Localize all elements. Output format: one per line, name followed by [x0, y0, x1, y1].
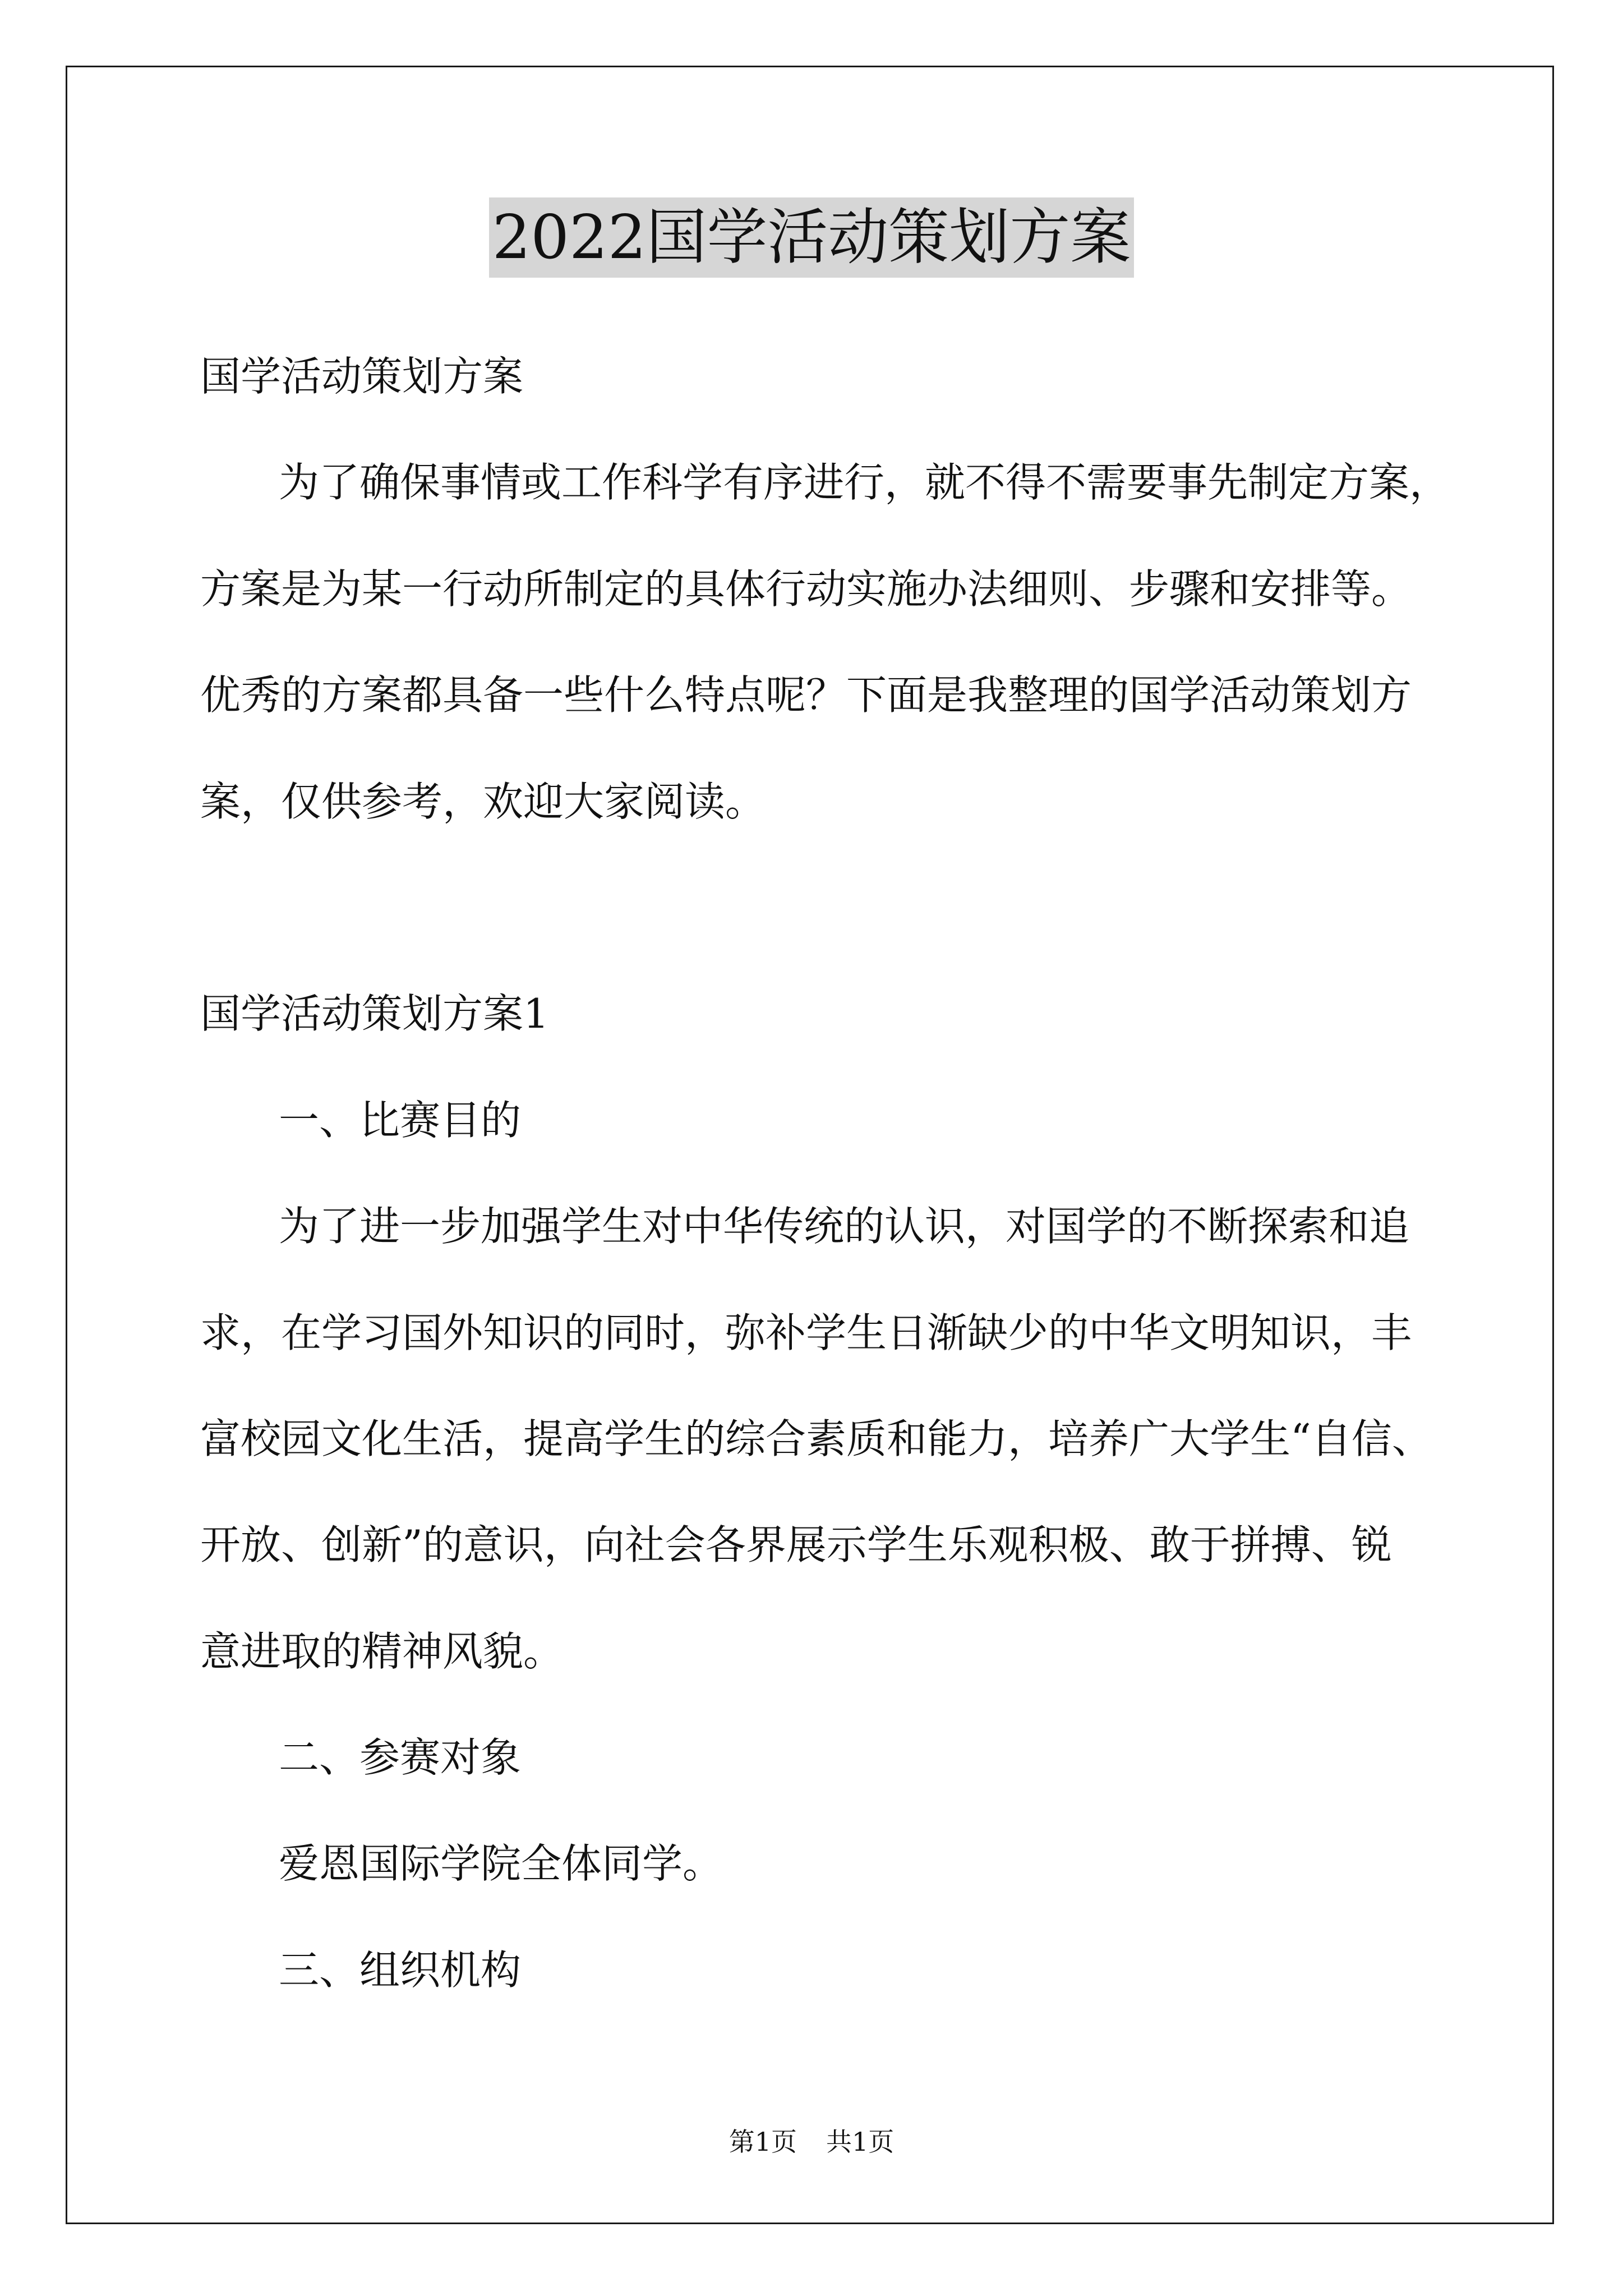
document-body [200, 324, 1535, 2023]
purpose-paragraph-line: 开放、创新”的意识，向社会各界展示学生乐观积极、敢于拼搏、锐 [200, 1521, 1392, 1569]
intro-paragraph-line: 方案是为某一行动所制定的具体行动实施办法细则、步骤和安排等。 [200, 565, 1412, 613]
participants-paragraph-line: 爱恩国际学院全体同学。 [279, 1840, 723, 1888]
intro-heading: 国学活动策划方案 [200, 353, 524, 400]
page-footer [0, 2126, 1623, 2157]
footer-page-total: 共1页 [826, 2127, 895, 2157]
title-block [0, 197, 1623, 278]
subsection-heading-organization: 三、组织机构 [279, 1946, 522, 1994]
purpose-paragraph-line: 为了进一步加强学生对中华传统的认识，对国学的不断探索和追 [279, 1203, 1410, 1250]
intro-paragraph-line: 为了确保事情或工作科学有序进行，就不得不需要事先制定方案， [279, 459, 1450, 507]
subsection-heading-purpose: 一、比赛目的 [279, 1096, 522, 1144]
document-title: 2022国学活动策划方案 [489, 197, 1135, 278]
subsection-heading-participants: 二、参赛对象 [279, 1734, 522, 1782]
purpose-paragraph-line: 富校园文化生活，提高学生的综合素质和能力，培养广大学生“自信、 [200, 1415, 1432, 1462]
purpose-paragraph-line: 求，在学习国外知识的同时，弥补学生日渐缺少的中华文明知识，丰 [200, 1309, 1412, 1356]
section-heading: 国学活动策划方案1 [200, 990, 549, 1038]
intro-paragraph-line: 优秀的方案都具备一些什么特点呢？下面是我整理的国学活动策划方 [200, 671, 1412, 719]
purpose-paragraph-line: 意进取的精神风貌。 [200, 1627, 564, 1675]
footer-page-number: 第1页 [728, 2127, 797, 2157]
blank-line [200, 855, 1535, 961]
intro-paragraph-line: 案，仅供参考，欢迎大家阅读。 [200, 777, 766, 825]
